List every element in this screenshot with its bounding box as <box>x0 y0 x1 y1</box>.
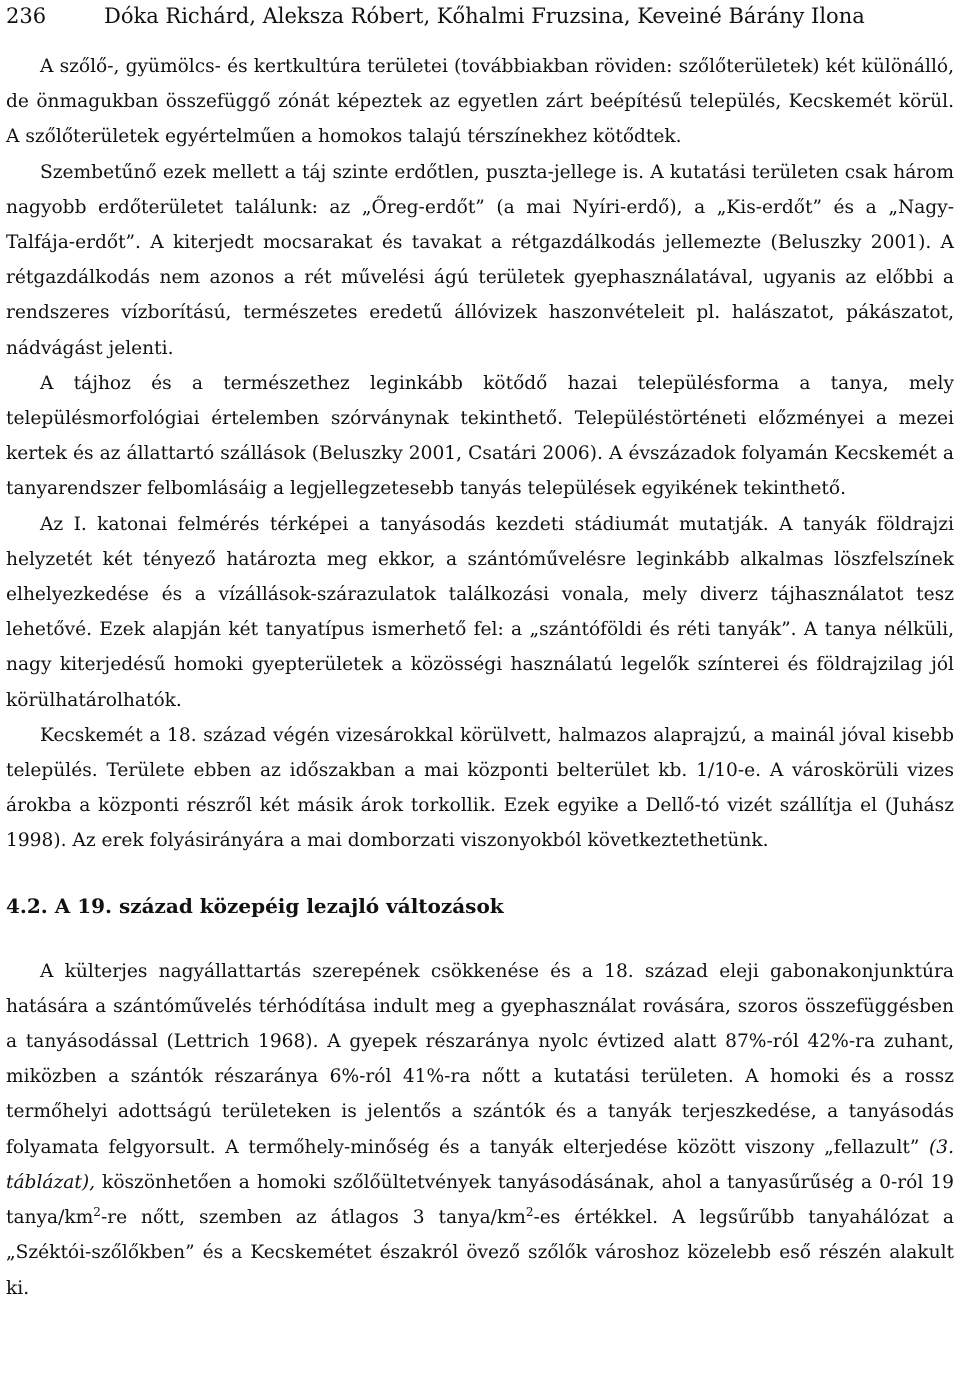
text-run: köszönhetően a homoki szőlőültetvények tanyásodásának, ahol a tanyasűrűség a 0-ról 19 tanya/km <box>6 1171 954 1229</box>
paragraph-19th-century-changes <box>6 954 954 1306</box>
superscript: 2 <box>525 1204 534 1219</box>
text-run: -es értékkel. A legsűrűbb tanyahálózat a „Széktói-szőlőkben” és a Kecskemétet északról övező szőlők városhoz közelebb eső részén alakult ki. <box>6 1207 954 1299</box>
text-run: A külterjes nagyállattartás szerepének csökkenése és a 18. század eleji gabonakonjunktúra hatására a szántóművelés térhódítása indult meg a gyephasználat rovására, szoros összefüggésben a tanyásodással (Lettrich 1968). A gyepek részaránya nyolc évtized alatt 87%-ról 42%-ra zuhant, miközben a szántók részaránya 6%-ról 41%-ra nőtt a kutatási területen. A homoki és a rossz termőhelyi adottságú területeken is jelentős a szántók és a tanyák terjeszkedése, a tanyásodás folyamata felgyorsult. A termőhely-minőség és a tanyák elterjedése között viszony „fellazult” <box>6 960 954 1158</box>
paragraph-military-survey: Az I. katonai felmérés térképei a tanyásodás kezdeti stádiumát mutatják. A tanyák földrajzi helyzetét két tényező határozta meg ekkor, a szántóművelésre leginkább alkalmas löszfelszínek elhelyezkedése és a vízállások-szárazulatok találkozási vonala, mely diverz tájhasználatot tesz lehetővé. Ezek alapján két tanyatípus ismerhető fel: a „szántóföldi és réti tanyák”. A tanya nélküli, nagy kiterjedésű homoki gyepterületek a közösségi használatú legelők színterei és földrajzilag jól körülhatárolhatók. <box>6 513 954 711</box>
paragraph-forests-wetlands: Szembetűnő ezek mellett a táj szinte erdőtlen, puszta-jellege is. A kutatási területen csak három nagyobb erdőterületet találunk: az „Őreg-erdőt” (a mai Nyíri-erdő), a „Kis-erdőt” és a „Nagy-Talfája-erdőt”. A kiterjedt mocsarakat és tavakat a rétgazdálkodás jellemezte (Beluszky 2001). A rétgazdálkodás nem azonos a rét művelési ágú területek gyephasználatával, ugyanis az előbbi a rendszeres vízborítású, természetes eredetű állóvizek haszonvételeit pl. halászatot, pákászatot, nádvágást jelenti. <box>6 161 954 359</box>
paragraph-tanya: A tájhoz és a természethez leginkább kötődő hazai településforma a tanya, mely településmorfológiai értelemben szórványnak tekinthető. Településtörténeti előzményei a mezei kertek és az állattartó szállások (Beluszky 2001, Csatári 2006). A évszázadok folyamán Kecskemét a tanyarendszer felbomlásáig a legjellegzetesebb tanyás települések egyikének tekinthető. <box>6 372 954 500</box>
document-page <box>6 0 954 1306</box>
superscript: 2 <box>93 1204 101 1219</box>
text-run: -re nőtt, szemben az átlagos 3 tanya/km <box>100 1207 526 1229</box>
section-heading: 4.2. A 19. század közepéig lezajló változások <box>6 893 504 918</box>
running-head-authors: Dóka Richárd, Aleksza Róbert, Kőhalmi Fruzsina, Keveiné Bárány Ilona <box>104 4 865 28</box>
section-body <box>6 954 954 1306</box>
running-header <box>6 2 954 36</box>
paragraph-vineyards: A szőlő-, gyümölcs- és kertkultúra területei (továbbiakban röviden: szőlőterületek) két különálló, de önmagukban összefüggő zónát képeztek az egyetlen zárt beépítésű település, Kecskemét körül. A szőlőterületek egyértelműen a homokos talajú térszínekhez kötődtek. <box>6 56 954 148</box>
body-text <box>6 49 954 859</box>
page-number: 236 <box>6 4 47 28</box>
table-reference: (3. táblázat), <box>6 1136 954 1193</box>
paragraph-kecskemet-18th-century: Kecskemét a 18. század végén vizesárokkal körülvett, halmazos alaprajzú, a mainál jóval kisebb település. Területe ebben az időszakban a mai központi belterület kb. 1/10-e. A városkörüli vizes árokba a központi részről két másik árok torkollik. Ezek egyike a Dellő-tó vizét szállítja el (Juhász 1998). Az erek folyásirányára a mai domborzati viszonyokból következtethetünk. <box>6 724 954 852</box>
